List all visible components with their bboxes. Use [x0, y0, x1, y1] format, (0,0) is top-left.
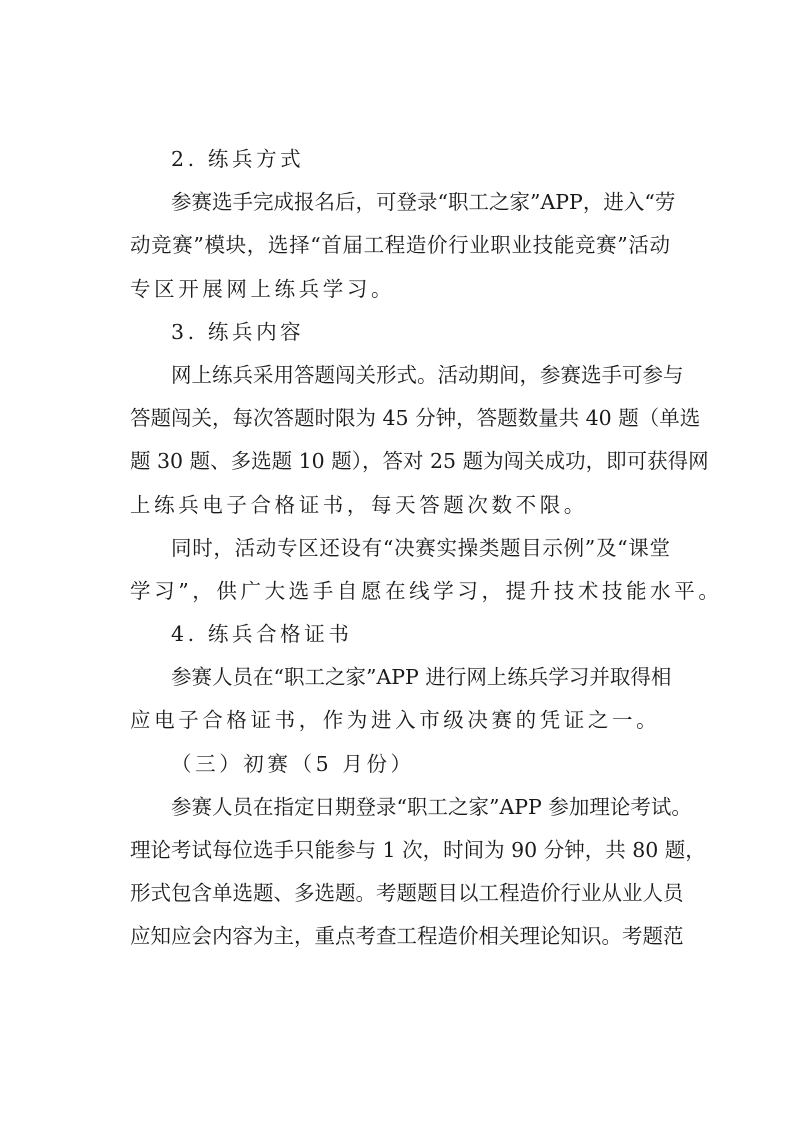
paragraph-practice-content — [130, 354, 709, 527]
section-heading-practice-method: 2. 练兵方式 — [171, 147, 305, 171]
paragraph-line: 上练兵电子合格证书，每天答题次数不限。 — [130, 492, 588, 517]
section-heading-preliminary: （三）初赛（5 月份） — [171, 751, 415, 776]
paragraph-line: 应电子合格证书，作为进入市级决赛的凭证之一。 — [130, 708, 661, 733]
paragraph-preliminary — [130, 786, 706, 959]
document-page — [130, 138, 723, 959]
paragraph-line: 参赛人员在指定日期登录“职工之家”APP 参加理论考试。 — [171, 794, 692, 819]
paragraph-line: 答题闯关，每次答题时限为 45 分钟，答题数量共 40 题（单选 — [130, 406, 701, 431]
section-heading-practice-content: 3. 练兵内容 — [171, 319, 305, 344]
paragraph-line: 题 30 题、多选题 10 题），答对 25 题为闯关成功，即可获得网 — [130, 449, 709, 474]
paragraph-line: 参赛选手完成报名后，可登录“职工之家”APP，进入“劳 — [171, 190, 676, 215]
paragraph-line: 形式包含单选题、多选题。考题题目以工程造价行业从业人员 — [130, 881, 684, 906]
paragraph-line: 应知应会内容为主，重点考查工程造价相关理论知识。考题范 — [130, 924, 684, 949]
paragraph-line: 参赛人员在“职工之家”APP 进行网上练兵学习并取得相 — [171, 665, 672, 690]
paragraph-zone-extras — [130, 527, 723, 613]
paragraph-line: 动竞赛”模块，选择“首届工程造价行业职业技能竞赛”活动 — [130, 233, 670, 258]
paragraph-practice-certificate — [130, 656, 670, 742]
paragraph-line: 专区开展网上练兵学习。 — [130, 276, 396, 301]
paragraph-line: 理论考试每位选手只能参与 1 次，时间为 90 分钟，共 80 题， — [130, 838, 706, 862]
paragraph-line: 同时，活动专区还设有“决赛实操类题目示例”及“课堂 — [171, 535, 670, 560]
section-heading-practice-certificate: 4. 练兵合格证书 — [171, 622, 353, 647]
paragraph-line: 网上练兵采用答题闯关形式。活动期间，参赛选手可参与 — [171, 362, 684, 387]
paragraph-practice-method — [130, 181, 676, 311]
paragraph-line: 学习”，供广大选手自愿在线学习，提升技术技能水平。 — [130, 578, 723, 603]
